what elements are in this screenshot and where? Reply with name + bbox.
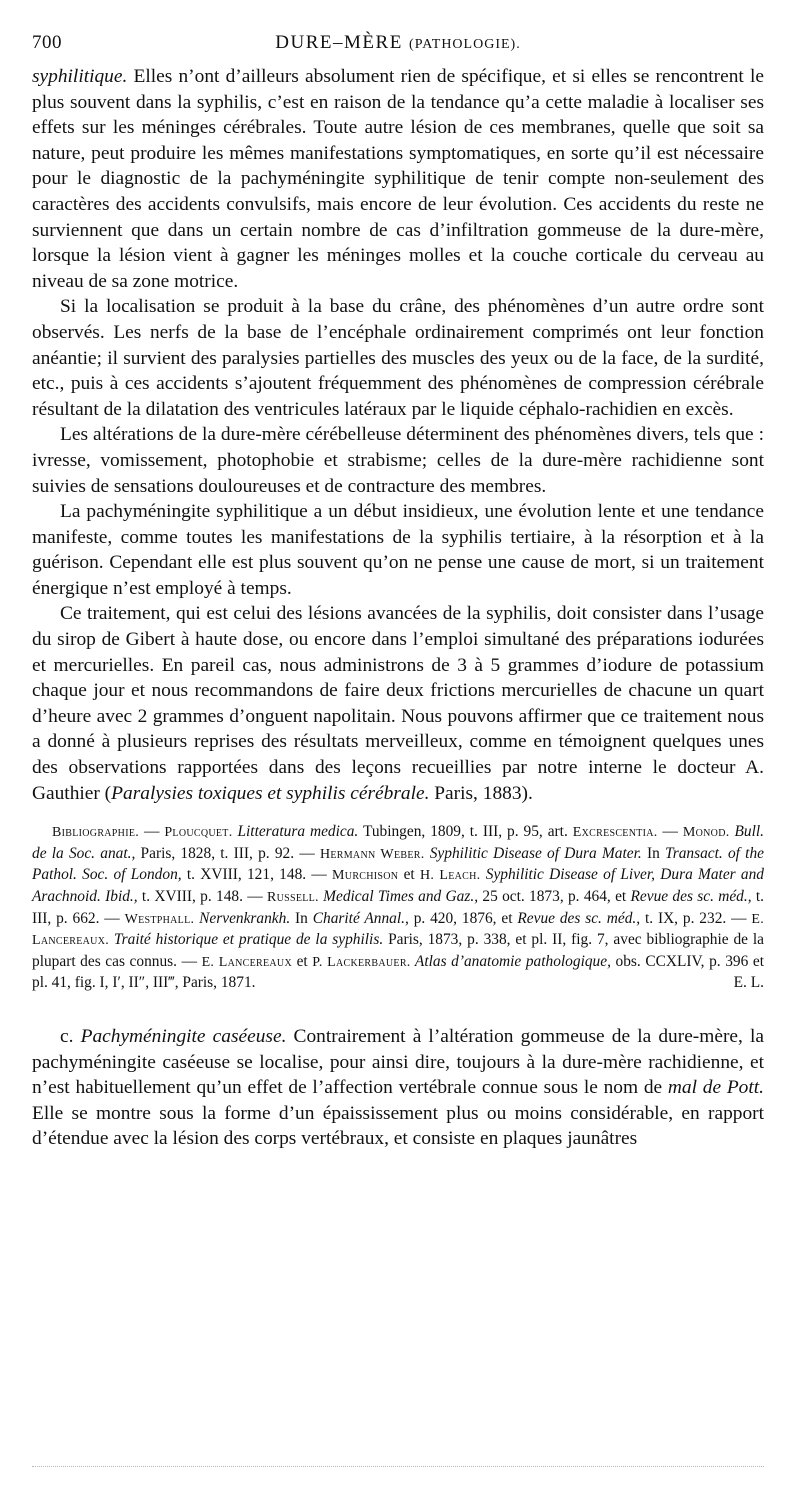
bib-author: P. Lackerbauer.	[312, 954, 411, 970]
bib-ref: t. IX, p. 232. —	[640, 909, 752, 927]
bib-ref: Paris, 1828, t. III, p. 92. —	[135, 844, 320, 862]
author-signature: E. L.	[733, 974, 764, 992]
bib-sep: —	[657, 823, 683, 841]
bib-article: Excrescentia.	[572, 825, 658, 841]
paragraph-1	[32, 64, 764, 294]
running-head-title: DURE–MÈRE	[275, 32, 403, 53]
bib-work: Litteratura medica.	[232, 823, 359, 841]
bib-ref: t. XVIII, 121, 148. —	[181, 866, 333, 884]
page-number: 700	[32, 32, 62, 53]
bib-ref: obs. CCXLIV, p. 396 et pl. 41, fig. I, I′, II″, III‴, Paris, 1871.	[32, 952, 764, 992]
bib-work: Syphilitic Disease of Dura Mater.	[424, 844, 642, 862]
bib-ref: p. 420, 1876, et	[408, 909, 518, 927]
bib-work: Revue des sc. méd.,	[517, 909, 641, 927]
page-header	[32, 28, 764, 64]
bib-ref: Paris, 1873, p. 338, et pl. II, fig. 7, avec bibliographie de la plupart des cas connus. —	[32, 931, 765, 970]
bib-author: Westphall.	[124, 911, 195, 927]
bib-author: Ploucquet.	[164, 825, 233, 841]
bib-ref: 25 oct. 1873, p. 464, et	[478, 888, 631, 905]
section-marker: c.	[60, 1025, 74, 1047]
bib-work: Atlas d’anatomie pathologique,	[410, 952, 611, 970]
bib-work: Charité Annal.,	[312, 909, 409, 927]
paragraph-5	[32, 601, 764, 806]
paragraph-3: Les altérations de la dure-mère cérébelleuse déterminent des phénomènes divers, tels que : ivresse, vomissement, photophobie et strabisme; celles de la dure-mère rachidienne sont suivies de sensations douloureuses et de contracture des membres.	[32, 424, 764, 497]
paragraph-1-lead: syphilitique.	[32, 66, 128, 87]
bib-ref: In	[290, 909, 313, 927]
bib-author: E. Lancereaux.	[32, 911, 765, 949]
paragraph-2: Si la localisation se produit à la base du crâne, des phénomènes d’un autre ordre sont observés. Les nerfs de la base de l’encéphale ordinairement comprimés ont leur fonction anéantie; il survient des paralysies partielles des muscles des yeux ou de la face, de la surdité, etc., puis à ces accidents s’ajoutent fréquemment des phénomènes de compression cérébrale résultant de la dilatation des ventricules latéraux par le liquide céphalo-rachidien en excès.	[32, 296, 764, 420]
bib-author: E. Lancereaux	[201, 954, 292, 970]
section-c-paragraph	[32, 1024, 764, 1152]
paragraph-5-cited-title: Paralysies toxiques et syphilis cérébrale.	[111, 782, 430, 804]
bib-work: Syphilitic Disease of Liver, Dura Mater and Arachnoid. Ibid.,	[32, 866, 764, 905]
section-title: Pachyméningite caséeuse.	[73, 1025, 287, 1047]
section-c-term: mal de Pott.	[667, 1077, 764, 1099]
paragraph-5-text: Ce traitement, qui est celui des lésions avancées de la syphilis, doit consister dans l’usage du sirop de Gibert à haute dose, ou encore dans l’emploi simultané des préparations iodurées et mercurielles. En pareil cas, nous administrons de 3 à 5 grammes d’iodure de potassium chaque jour et nous recommandons de faire deux frictions mercurielles de chacune un quart d’heure avec 2 grammes d’onguent napolitain. Nous pouvons affirmer que ce traitement nous a donné à plusieurs reprises des résultats merveilleux, comme en témoignent quelques unes des observations rapportées dans des leçons recueillies par notre interne le docteur A. Gauthier (	[32, 603, 764, 804]
bib-work: Nervenkrankh.	[194, 909, 291, 927]
bib-author: Russell.	[266, 890, 319, 905]
document-page	[32, 28, 764, 1152]
bib-author: Murchison	[332, 868, 399, 884]
bib-sep: —	[139, 823, 165, 841]
bib-ref: t. XVIII, p. 148. —	[137, 888, 267, 905]
bibliography-label: Bibliographie.	[52, 825, 140, 841]
section-c	[32, 1024, 764, 1152]
paragraph-1-text: Elles n’ont d’ailleurs absolument rien de spécifique, et si elles se rencontrent le plus souvent dans la syphilis, c’est en raison de la tendance qu’a cette maladie à localiser ses effets sur les méninges cérébrales. Toute autre lésion de ces membranes, quelle que soit sa nature, peut produire les mêmes manifestations symptomatiques, en sorte qu’il est nécessaire pour le diagnostic de la pachyméningite syphilitique de tenir compte non-seulement des caractères des accidents convulsifs, mais encore de leur évolution. Ces accidents du reste ne surviennent que dans un certain nombre de cas d’infiltration gommeuse de la dure-mère, lorsque la lésion vient à gagner les méninges molles et la couche corticale du cerveau au niveau de sa zone motrice.	[32, 66, 764, 292]
paragraph-5-end: Paris, 1883).	[429, 782, 533, 804]
bib-ref: Tubingen, 1809, t. III, p. 95, art.	[358, 823, 573, 841]
bib-ref: et	[291, 952, 313, 970]
bib-work: Medical Times and Gaz.,	[318, 888, 479, 905]
bottom-dotted-line	[32, 1466, 764, 1471]
running-head-section: (PATHOLOGIE).	[409, 37, 521, 52]
paragraph-4: La pachyméningite syphilitique a un début insidieux, une évolution lente et une tendance manifeste, comme toutes les manifestations de la syphilis tertiaire, à la résorption et à la guérison. Cependant elle est plus souvent qu’on ne pense une cause de mort, si un traitement énergique n’est employé à temps.	[32, 501, 764, 599]
body-text	[32, 64, 764, 806]
bib-author: Monod.	[682, 825, 730, 841]
bib-work: Transact. of the Pathol. Soc. of London,	[32, 844, 764, 884]
bib-work: Revue des sc. méd.,	[630, 888, 752, 905]
running-head	[32, 32, 764, 54]
bib-ref: et	[398, 866, 420, 884]
section-c-text-2: Elle se montre sous la forme d’un épaississement plus ou moins considérable, en rapport d’étendue avec la lésion des corps vertébraux, et consiste en plaques jaunâtres	[32, 1102, 764, 1150]
bib-work: Traité historique et pratique de la syphilis.	[109, 931, 384, 949]
bib-work: Bull. de la Soc. anat.,	[32, 823, 764, 862]
bib-ref: t. III, p. 662. —	[32, 888, 764, 927]
section-c-text-1: Contrairement à l’altération gommeuse de la dure-mère, la pachyméningite caséeuse se localise, pour ainsi dire, toujours à la dure-mère rachidienne, et n’est habituellement qu’un effet de l’affection vertébrale connue sous le nom de	[32, 1025, 764, 1099]
bib-author: H. Leach.	[419, 868, 481, 884]
bib-ref: In	[641, 844, 666, 862]
bibliography	[32, 822, 764, 994]
bib-author: Hermann Weber.	[319, 846, 425, 862]
